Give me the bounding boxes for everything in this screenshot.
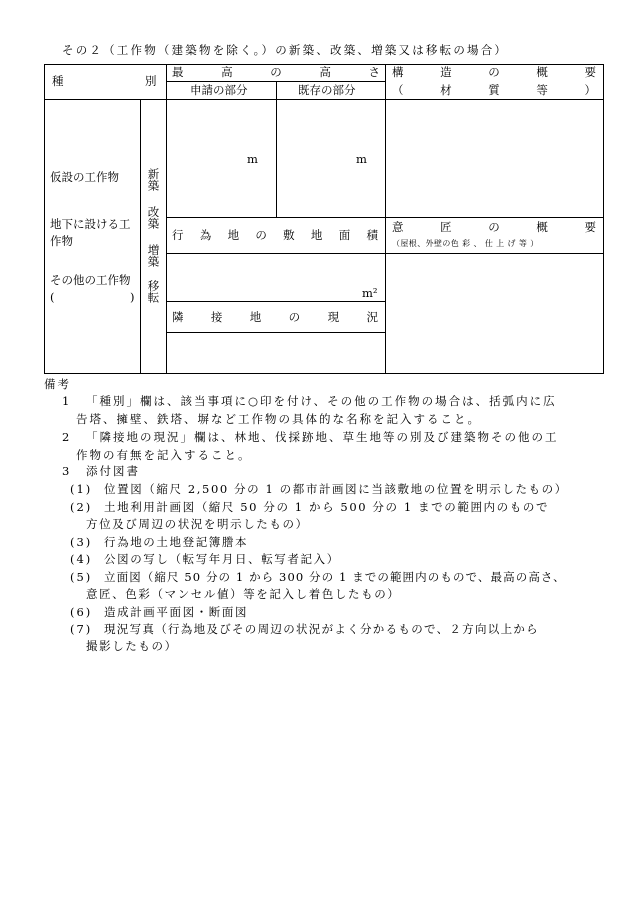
attachment-4-num: (4) [70,552,93,566]
attachment-2-line2: 方位及び周辺の状況を明示したもの） [86,517,309,531]
existing-part-header: 既存の部分 [298,83,356,97]
remark-1-line1: 「種別」欄は、該当事項に○印を付け、その他の工作物の場合は、括弧内に広 [86,394,557,408]
remark-2-num: 2 [62,430,72,444]
remark-1-num: 1 [62,394,72,408]
action-extend: 増築 [146,244,161,267]
attachment-2-num: (2) [70,500,93,514]
kind-label-right: 別 [145,74,157,88]
structure-header: 構 造 の 概 要 [392,65,596,79]
design-subheader: （屋根、外壁の色 彩 、 仕 上 げ 等 ） [392,239,539,248]
attachment-3-num: (3) [70,535,93,549]
applied-part-header: 申請の部分 [190,83,248,97]
remark-3-line1: 添付図書 [86,464,140,478]
remark-1-line2: 告塔、擁壁、鉄塔、塀など工作物の具体的な名称を記入すること。 [76,412,481,426]
attachment-5-line1: 立面図（縮尺 50 分の 1 から 300 分の 1 までの範囲内のもので、最高の高さ、 [104,570,566,584]
attachment-1-line1: 位置図（縮尺 2,500 分の 1 の都市計画図に当該敷地の位置を明示したもの） [104,482,568,496]
unit-m-existing: m [356,152,367,166]
action-relocate: 移転 [146,280,161,303]
design-header: 意 匠 の 概 要 [392,220,596,234]
category-other-paren-open: ( [50,290,55,304]
form-title: その２（工作物（建築物を除く。）の新築、改築、増築又は移転の場合） [62,43,509,57]
category-other: その他の工作物 [50,273,131,287]
attachment-5-line2: 意匠、色彩（マンセル値）等を記入し着色したもの） [86,587,401,601]
adjacent-land-label: 隣 接 地 の 現 況 [172,310,378,324]
action-new-build: 新築 [146,168,161,191]
remark-2-line1: 「隣接地の現況」欄は、林地、伐採跡地、草生地等の別及び建築物その他の工 [86,430,559,444]
category-other-paren-close: ) [130,290,135,304]
attachment-7-num: (7) [70,622,93,636]
kind-label-left: 種 [52,74,64,88]
site-area-label: 行 為 地 の 敷 地 面 積 [172,228,378,242]
category-temporary: 仮設の工作物 [50,170,119,184]
attachment-4-line1: 公図の写し（転写年月日、転写者記入） [104,552,340,566]
remark-3-num: 3 [62,464,72,478]
attachment-6-line1: 造成計画平面図・断面図 [104,605,249,619]
remarks-heading: 備考 [44,377,71,391]
category-underground-line1: 地下に設ける工 [50,217,131,231]
unit-m-applied: m [247,152,258,166]
unit-m2: m² [362,286,378,300]
attachment-1-num: (1) [70,482,93,496]
action-rebuild: 改築 [146,206,161,229]
attachment-7-line2: 撮影したもの） [86,639,178,653]
category-underground-line2: 作物 [50,234,73,248]
attachment-5-num: (5) [70,570,93,584]
attachment-3-line1: 行為地の土地登記簿謄本 [104,535,249,549]
attachment-6-num: (6) [70,605,93,619]
attachment-2-line1: 土地利用計画図（縮尺 50 分の 1 から 500 分の 1 までの範囲内のもので [104,500,550,514]
max-height-header: 最 高 の 高 さ [172,65,380,79]
remark-2-line2: 作物の有無を記入すること。 [76,448,252,462]
material-subheader: （ 材 質 等 ） [392,83,596,97]
attachment-7-line1: 現況写真（行為地及びその周辺の状況がよく分かるもので、２方向以上から [104,622,539,636]
